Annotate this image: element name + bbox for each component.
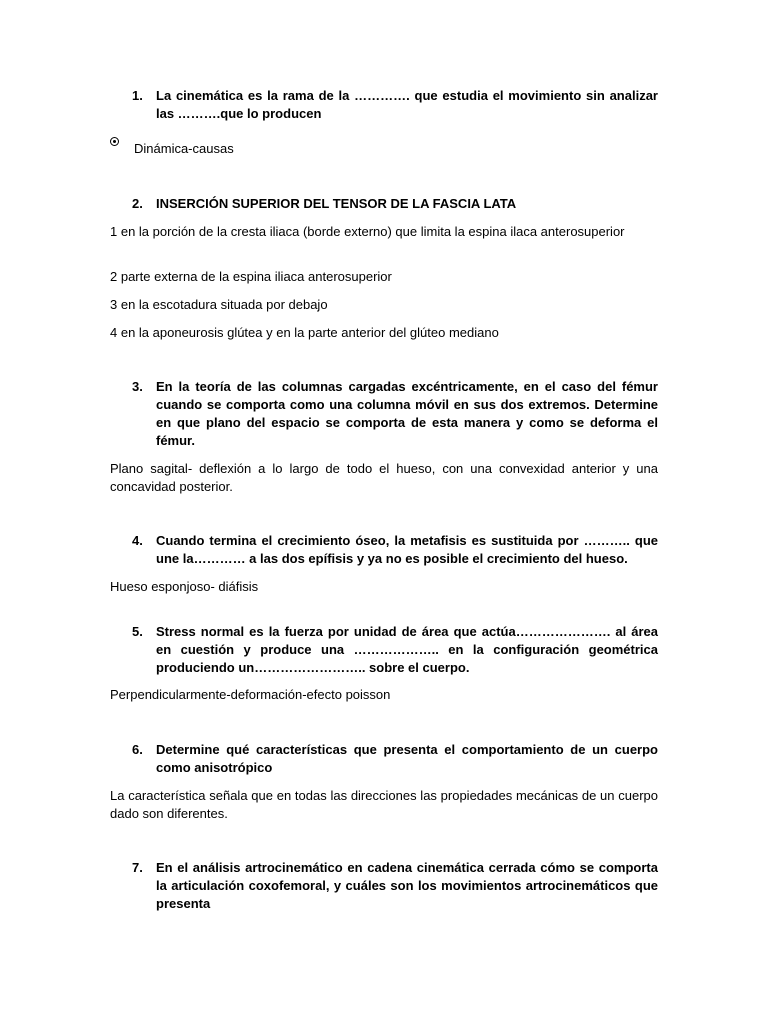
question-text: Determine qué características que presenta el comportamiento de un cuerpo como anisotrópico [156, 742, 658, 775]
question-2 [132, 195, 658, 213]
question-number: 1. [132, 88, 143, 103]
question-7 [132, 859, 658, 913]
question-number: 7. [132, 860, 143, 875]
answer-text: Plano sagital- deflexión a lo largo de todo el hueso, con una convexidad anterior y una concavidad posterior. [110, 461, 658, 494]
question-number: 3. [132, 379, 143, 394]
answer-text: Hueso esponjoso- diáfisis [110, 579, 259, 594]
question-text: En el análisis artrocinemático en cadena cinemática cerrada cómo se comporta la articulación coxofemoral, y cuáles son los movimientos artrocinemáticos que presenta [156, 860, 658, 911]
question-number: 6. [132, 742, 143, 757]
question-text: Stress normal es la fuerza por unidad de área que actúa…………………. al área en cuestión y produce una ……………….. en la configuración geométrica produciendo un…………………….. sobre el cuerpo. [156, 624, 658, 675]
question-4 [132, 532, 658, 568]
question-number: 5. [132, 624, 143, 639]
question-number: 4. [132, 533, 143, 548]
question-text: INSERCIÓN SUPERIOR DEL TENSOR DE LA FASCIA LATA [156, 196, 517, 211]
question-text: La cinemática es la rama de la …………. que estudia el movimiento sin analizar las ……….que lo producen [156, 88, 658, 121]
answer-text: Perpendicularmente-deformación-efecto poisson [110, 687, 391, 702]
question-text: En la teoría de las columnas cargadas excéntricamente, en el caso del fémur cuando se comporta como una columna móvil en sus dos extremos. Determine en que plano del espacio se comporta de esta manera y como se deforma el fémur. [156, 379, 658, 448]
question-number: 2. [132, 196, 143, 211]
answer-option: 1 en la porción de la cresta iliaca (borde externo) que limita la espina ilaca anterosuperior [110, 224, 625, 239]
question-6 [132, 741, 658, 777]
question-1 [132, 87, 658, 123]
answer-option: 2 parte externa de la espina iliaca anterosuperior [110, 269, 392, 284]
answer-option: 4 en la aponeurosis glútea y en la parte anterior del glúteo mediano [110, 325, 499, 340]
radio-selected-icon[interactable] [110, 137, 119, 146]
answer-option: Dinámica-causas [134, 141, 234, 156]
answer-text: La característica señala que en todas las direcciones las propiedades mecánicas de un cuerpo dado son diferentes. [110, 788, 658, 821]
question-5 [132, 623, 658, 677]
answer-option: 3 en la escotadura situada por debajo [110, 297, 328, 312]
question-3 [132, 378, 658, 450]
question-text: Cuando termina el crecimiento óseo, la metafisis es sustituida por ……….. que une la………… a las dos epífisis y ya no es posible el crecimiento del hueso. [156, 533, 658, 566]
